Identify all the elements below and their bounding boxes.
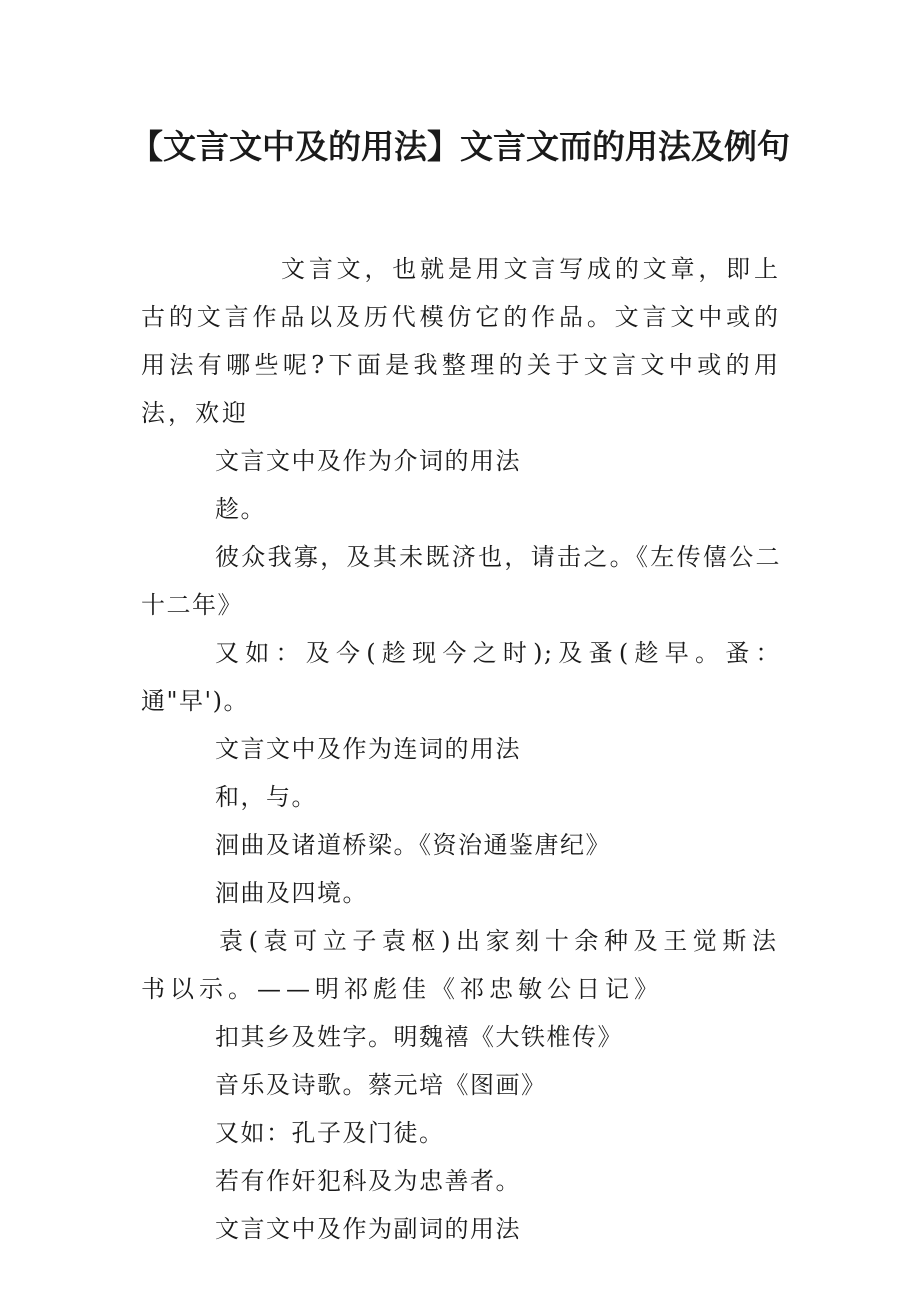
- document-title: 【文言文中及的用法】文言文而的用法及例句: [130, 127, 790, 166]
- paragraph: 若有作奸犯科及为忠善者。: [215, 1167, 521, 1195]
- paragraph: 袁(袁可立子袁枢)出家刻十余种及王觉斯法书以示。——明祁彪佳《祁忠敏公日记》: [141, 927, 781, 1003]
- paragraph: 洄曲及诸道桥梁。《资治通鉴唐纪》: [215, 831, 611, 859]
- section-heading-adverb: 文言文中及作为副词的用法: [215, 1215, 521, 1243]
- section-heading-conjunction: 文言文中及作为连词的用法: [215, 735, 521, 763]
- paragraph: 扣其乡及姓字。明魏禧《大铁椎传》: [215, 1023, 623, 1051]
- paragraph: 趁。: [215, 495, 266, 523]
- document-body: [141, 245, 781, 1253]
- section-heading-preposition: 文言文中及作为介词的用法: [215, 447, 521, 475]
- paragraph: 又如：及今(趁现今之时);及蚤(趁早。蚤：通"早')。: [141, 639, 781, 715]
- intro-paragraph: 文言文，也就是用文言写成的文章，即上古的文言作品以及历代模仿它的作品。文言文中或的用法有哪些呢?下面是我整理的关于文言文中或的用法，欢迎: [141, 255, 781, 427]
- paragraph: 又如：孔子及门徒。: [215, 1119, 445, 1147]
- paragraph: 音乐及诗歌。蔡元培《图画》: [215, 1071, 547, 1099]
- paragraph: 彼众我寡，及其未既济也，请击之。《左传僖公二十二年》: [141, 543, 781, 619]
- paragraph: 和，与。: [215, 783, 317, 811]
- paragraph: 洄曲及四境。: [215, 879, 368, 907]
